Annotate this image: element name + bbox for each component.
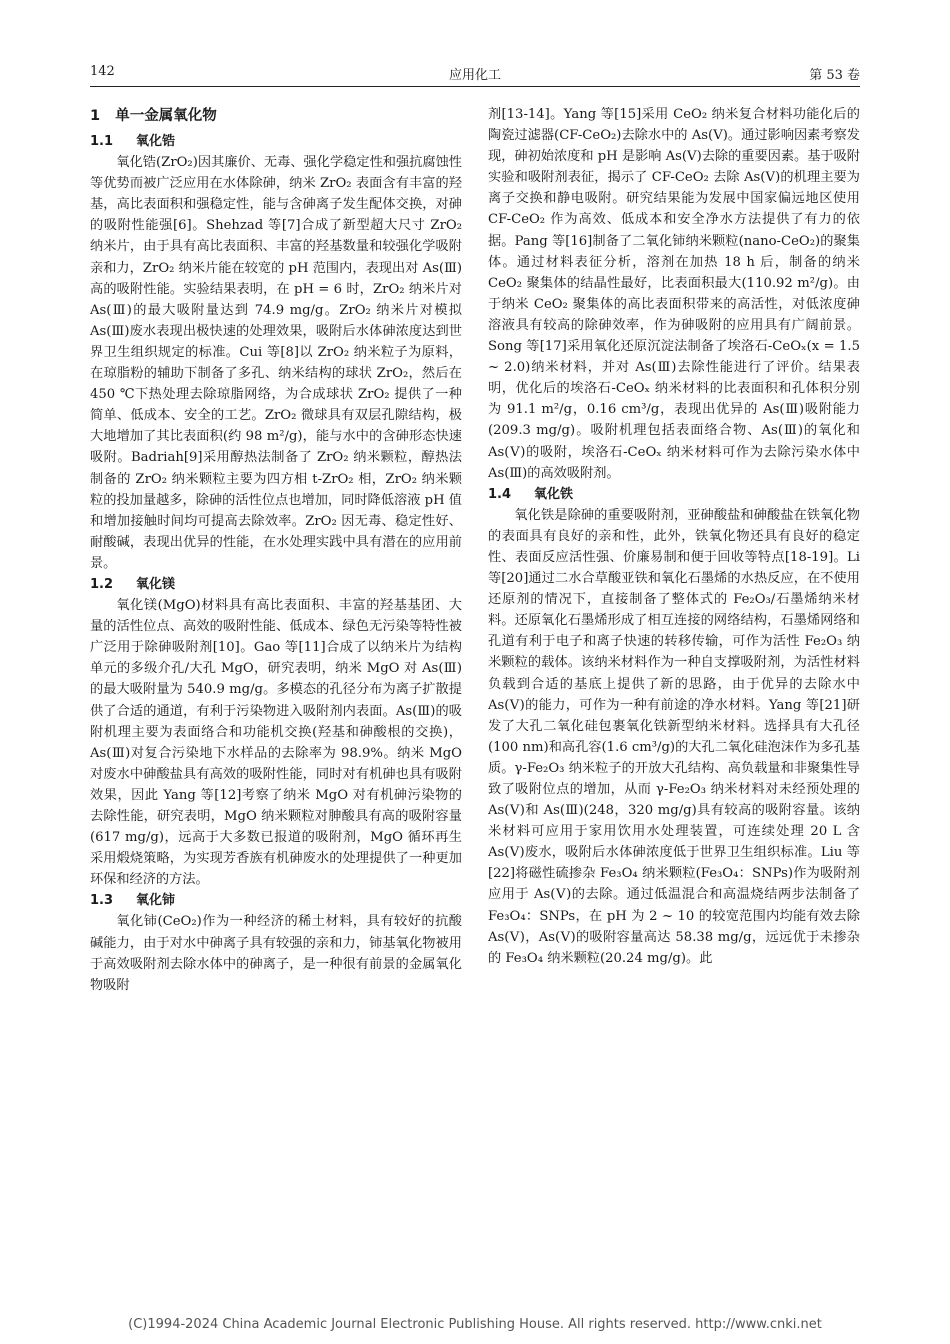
subsection-number: 1.4 bbox=[488, 486, 512, 502]
paragraph-mgo: 氧化镁(MgO)材料具有高比表面积、丰富的羟基基团、大量的活性位点、高效的吸附性能、低成本、绿色无污染等特性被广泛用于除砷吸附剂[10]。Gao 等[11]合成了以纳米片为结构单元的多级介孔/大孔 MgO，研究表明，纳米 MgO 对 As(Ⅲ)的最大吸附量为 540.9 mg/g。多模态的孔径分布为离子扩散提供了合适的通道，有利于污染物进入吸附剂内表面。As(Ⅲ)的吸附机理主要为表面络合和功能机交换(羟基和砷酸根的交换)，As(Ⅲ)对复合污染地下水样品的去除率为 98.9%。纳米 MgO 对废水中砷酸盐具有高效的吸附性能，同时对有机砷也具有吸附效果，因此 Yang 等[12]考察了纳米 MgO 对有机砷污染物的去除性能，研究表明，MgO 纳米颗粒对胂酸具有高的吸附容量(617 mg/g)，远高于大多数已报道的吸附剂，MgO 循环再生采用煅烧策略，为实现芳香族有机砷废水的处理提供了一种更加环保和经济的方法。 bbox=[90, 598, 462, 888]
section-heading bbox=[90, 104, 462, 128]
subsection-title: 氧化锆 bbox=[136, 134, 176, 149]
copyright-footer: (C)1994-2024 China Academic Journal Electronic Publishing House. All rights reserved. http://www.cnki.net bbox=[128, 1317, 822, 1332]
section-title: 单一金属氧化物 bbox=[115, 108, 217, 124]
paragraph-iron-oxide: 氧化铁是除砷的重要吸附剂，亚砷酸盐和砷酸盐在铁氧化物的表面具有良好的亲和性，此外，铁氧化物还具有良好的稳定性、表面反应活性强、价廉易制和便于回收等特点[18-19]。Li 等[20]通过二水合草酸亚铁和氧化石墨烯的水热反应，在不使用还原剂的情况下，直接制备了整体式的 Fe₂O₃/石墨烯纳米材料。还原氧化石墨烯形成了相互连接的网络结构，石墨烯网络和孔道有利于电子和离子快速的转移传输，可作为活性 Fe₂O₃ 纳米颗粒的载体。该纳米材料作为一种自支撑吸附剂，为活性材料负载到合适的基底上提供了新的思路，由于优异的去除水中 As(Ⅴ)的能力，可作为一种有前途的净水材料。Yang 等[21]研发了大孔二氧化硅包裹氧化铁新型纳米材料。选择具有大孔径(100 nm)和高孔容(1.6 cm³/g)的大孔二氧化硅泡沫作为多孔基质。γ-Fe₂O₃ 纳米粒子的开放大孔结构、高负载量和非聚集性导致了吸附位点的增加，从而 γ-Fe₂O₃ 纳米材料对未经预处理的 As(Ⅴ)和 As(Ⅲ)(248，320 mg/g)具有较高的吸附容量。该纳米材料可应用于家用饮用水处理装置，可连续处理 20 L 含 As(Ⅴ)废水，吸附后水体砷浓度低于世界卫生组织标准。Liu 等[22]将磁性硫掺杂 Fe₃O₄ 纳米颗粒(Fe₃O₄：SNPs)作为吸附剂应用于 As(Ⅴ)的去除。通过低温混合和高温烧结两步法制备了 Fe₃O₄：SNPs，在 pH 为 2 ~ 10 的较宽范围内均能有效去除 As(Ⅴ)，As(Ⅴ)的吸附容量高达 58.38 mg/g，远远优于未掺杂的 Fe₃O₄ 纳米颗粒(20.24 mg/g)。此 bbox=[488, 507, 860, 966]
paragraph-zro2: 氧化锆(ZrO₂)因其廉价、无毒、强化学稳定性和强抗腐蚀性等优势而被广泛应用在水体除砷，纳米 ZrO₂ 表面含有丰富的羟基，高比表面积和强稳定性，能与含砷离子发生配体交换，对砷的吸附性能强[6]。Shehzad 等[7]合成了新型超大尺寸 ZrO₂ 纳米片，由于具有高比表面积、丰富的羟基数量和较强化学吸附亲和力，ZrO₂ 纳米片能在较宽的 pH 范围内，表现出对 As(Ⅲ)高的吸附性能。实验结果表明，在 pH = 6 时，ZrO₂ 纳米片对 As(Ⅲ)的最大吸附量达到 74.9 mg/g。ZrO₂ 纳米片对模拟 As(Ⅲ)废水表现出极快速的处理效果，吸附后水体砷浓度达到世界卫生组织规定的标准。Cui 等[8]以 ZrO₂ 纳米粒子为原料，在琼脂粉的辅助下制备了多孔、纳米结构的球状 ZrO₂，然后在 450 ℃下热处理去除琼脂网络，为合成球状 ZrO₂ 提供了一种简单、低成本、安全的工艺。ZrO₂ 微球具有双层孔隙结构，极大地增加了其比表面积(约 98 m²/g)，能与水中的含砷形态快速吸附。Badriah[9]采用醇热法制备了 ZrO₂ 纳米颗粒，醇热法制备的 ZrO₂ 纳米颗粒主要为四方相 t-ZrO₂ 相，ZrO₂ 纳米颗粒的投加量越多，除砷的活性位点也增加，同时降低溶液 pH 值和增加接触时间均可提高去除效率。ZrO₂ 因无毒、稳定性好、耐酸碱，表现出优异的性能，在水处理实践中具有潜在的应用前景。 bbox=[90, 155, 462, 571]
paragraph-ceo2-continued: 剂[13-14]。Yang 等[15]采用 CeO₂ 纳米复合材料功能化后的陶瓷过滤器(CF-CeO₂)去除水中的 As(Ⅴ)。通过影响因素考察发现，砷初始浓度和 pH 是影响 As(Ⅴ)去除的重要因素。基于吸附实验和吸附剂表征，揭示了 CF-CeO₂ 去除 As(Ⅴ)的机理主要为离子交换和静电吸附。研究结果能为发展中国家偏远地区使用 CF-CeO₂ 作为高效、低成本和安全净水方法提供了有力的依据。Pang 等[16]制备了二氧化铈纳米颗粒(nano-CeO₂)的聚集体。通过材料表征分析，溶剂在加热 18 h 后，制备的纳米 CeO₂ 聚集体的结晶性最好，比表面积最大(110.92 m²/g)。由于纳米 CeO₂ 聚集体的高比表面积带来的高活性，对低浓度砷溶液具有较高的除砷效率，作为砷吸附的应用具有广阔前景。Song 等[17]采用氧化还原沉淀法制备了埃洛石-CeOₓ(x = 1.5 ~ 2.0)纳米材料，并对 As(Ⅲ)去除性能进行了评价。结果表明，优化后的埃洛石-CeOₓ 纳米材料的比表面积和孔体积分别为 91.1 m²/g，0.16 cm³/g，表现出优异的 As(Ⅲ)吸附能力(209.3 mg/g)。吸附机理包括表面络合物、As(Ⅲ)的氧化和 As(Ⅴ)的吸附，埃洛石-CeOₓ 纳米材料可作为去除污染水体中 As(Ⅲ)的高效吸附剂。 bbox=[488, 107, 860, 481]
page-number: 142 bbox=[90, 64, 115, 79]
subsection-heading-zro2 bbox=[90, 131, 462, 152]
left-column bbox=[90, 104, 462, 996]
subsection-number: 1.3 bbox=[90, 893, 114, 909]
paragraph-ceo2-start: 氧化铈(CeO₂)作为一种经济的稀土材料，具有较好的抗酸碱能力，由于对水中砷离子具有较强的亲和力，铈基氧化物被用于高效吸附剂去除水体中的砷离子，是一种很有前景的金属氧化物吸附 bbox=[90, 914, 462, 993]
volume-label: 第 53 卷 bbox=[809, 68, 860, 83]
subsection-title: 氧化铈 bbox=[136, 893, 176, 909]
page-header bbox=[90, 60, 860, 87]
subsection-title: 氧化镁 bbox=[136, 576, 176, 592]
subsection-title: 氧化铁 bbox=[534, 486, 574, 502]
journal-title: 应用化工 bbox=[448, 68, 501, 83]
section-number: 1 bbox=[90, 108, 101, 124]
subsection-heading-fe bbox=[488, 484, 860, 505]
subsection-number: 1.2 bbox=[90, 576, 114, 592]
subsection-number: 1.1 bbox=[90, 134, 114, 149]
right-column bbox=[488, 104, 860, 969]
subsection-heading-mgo bbox=[90, 574, 462, 595]
subsection-heading-ceo2 bbox=[90, 890, 462, 911]
